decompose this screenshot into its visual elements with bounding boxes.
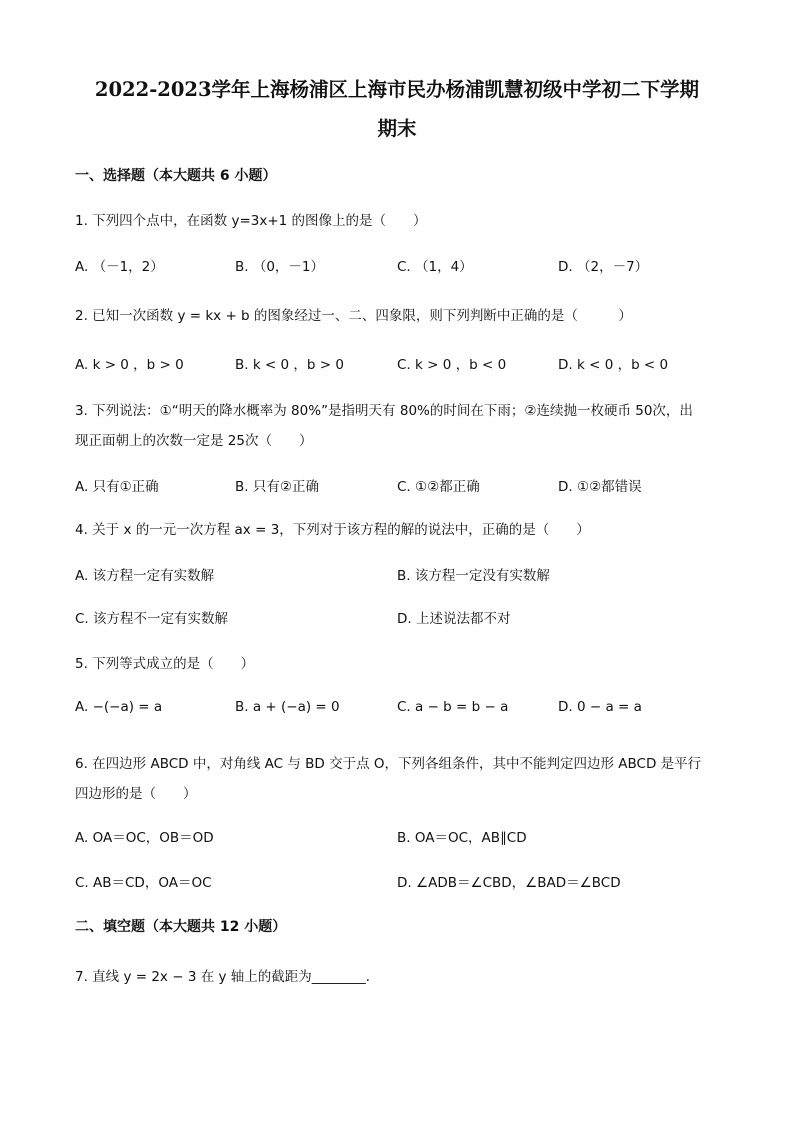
question-5-option-a: A. −(−a) = a bbox=[75, 699, 163, 715]
question-6-stem-line1: 6. 在四边形 ABCD 中，对角线 AC 与 BD 交于点 O，下列各组条件，其中不能判定四边形 ABCD 是平行 bbox=[75, 756, 702, 772]
question-4-option-d: D. 上述说法都不对 bbox=[397, 611, 511, 627]
question-5-option-c: C. a − b = b − a bbox=[397, 699, 509, 715]
question-3-option-b: B. 只有②正确 bbox=[235, 479, 319, 495]
question-1-stem: 1. 下列四个点中，在函数 y=3x+1 的图像上的是（ ） bbox=[75, 213, 427, 229]
question-1-option-c: C. （1，4） bbox=[397, 259, 473, 275]
question-3-stem-line2: 现正面朝上的次数一定是 25次（ ） bbox=[75, 433, 313, 449]
question-6-option-a: A. OA＝OC，OB＝OD bbox=[75, 830, 214, 846]
question-2-option-d: D. k < 0 ，b < 0 bbox=[558, 357, 669, 373]
exam-title-line2: 期末 bbox=[377, 117, 417, 140]
question-4-option-c: C. 该方程不一定有实数解 bbox=[75, 611, 229, 627]
question-6-option-c: C. AB＝CD，OA＝OC bbox=[75, 875, 212, 891]
question-5-stem: 5. 下列等式成立的是（ ） bbox=[75, 656, 255, 672]
question-5-option-d: D. 0 − a = a bbox=[558, 699, 642, 715]
section-heading-choice: 一、选择题（本大题共 6 小题） bbox=[75, 168, 277, 184]
question-2-option-a: A. k > 0 ，b > 0 bbox=[75, 357, 184, 373]
question-2-stem: 2. 已知一次函数 y = kx + b 的图象经过一、二、四象限，则下列判断中正确的是（ ） bbox=[75, 308, 632, 324]
question-6-option-b: B. OA＝OC，AB∥CD bbox=[397, 830, 527, 846]
section-heading-fill: 二、填空题（本大题共 12 小题） bbox=[75, 919, 287, 935]
question-2-option-c: C. k > 0 ，b < 0 bbox=[397, 357, 507, 373]
question-1-option-b: B. （0，－1） bbox=[235, 259, 325, 275]
question-4-stem: 4. 关于 x 的一元一次方程 ax = 3，下列对于该方程的解的说法中，正确的是（ ） bbox=[75, 522, 590, 538]
question-1-option-d: D. （2，－7） bbox=[558, 259, 649, 275]
question-7-stem: 7. 直线 y = 2x − 3 在 y 轴上的截距为________． bbox=[75, 969, 380, 985]
exam-title-line1: 2022-2023学年上海杨浦区上海市民办杨浦凯慧初级中学初二下学期 bbox=[94, 78, 700, 101]
question-6-stem-line2: 四边形的是（ ） bbox=[75, 786, 197, 802]
question-3-option-d: D. ①②都错误 bbox=[558, 479, 642, 495]
question-6-option-d: D. ∠ADB＝∠CBD，∠BAD＝∠BCD bbox=[397, 875, 621, 891]
question-3-option-c: C. ①②都正确 bbox=[397, 479, 480, 495]
question-4-option-b: B. 该方程一定没有实数解 bbox=[397, 568, 550, 584]
question-5-option-b: B. a + (−a) = 0 bbox=[235, 699, 340, 715]
question-3-option-a: A. 只有①正确 bbox=[75, 479, 159, 495]
question-2-option-b: B. k < 0 ，b > 0 bbox=[235, 357, 344, 373]
question-4-option-a: A. 该方程一定有实数解 bbox=[75, 568, 215, 584]
question-3-stem-line1: 3. 下列说法：①“明天的降水概率为 80%”是指明天有 80%的时间在下雨；②连续抛一枚硬币 50次，出 bbox=[75, 403, 693, 419]
question-1-option-a: A. （－1，2） bbox=[75, 259, 164, 275]
